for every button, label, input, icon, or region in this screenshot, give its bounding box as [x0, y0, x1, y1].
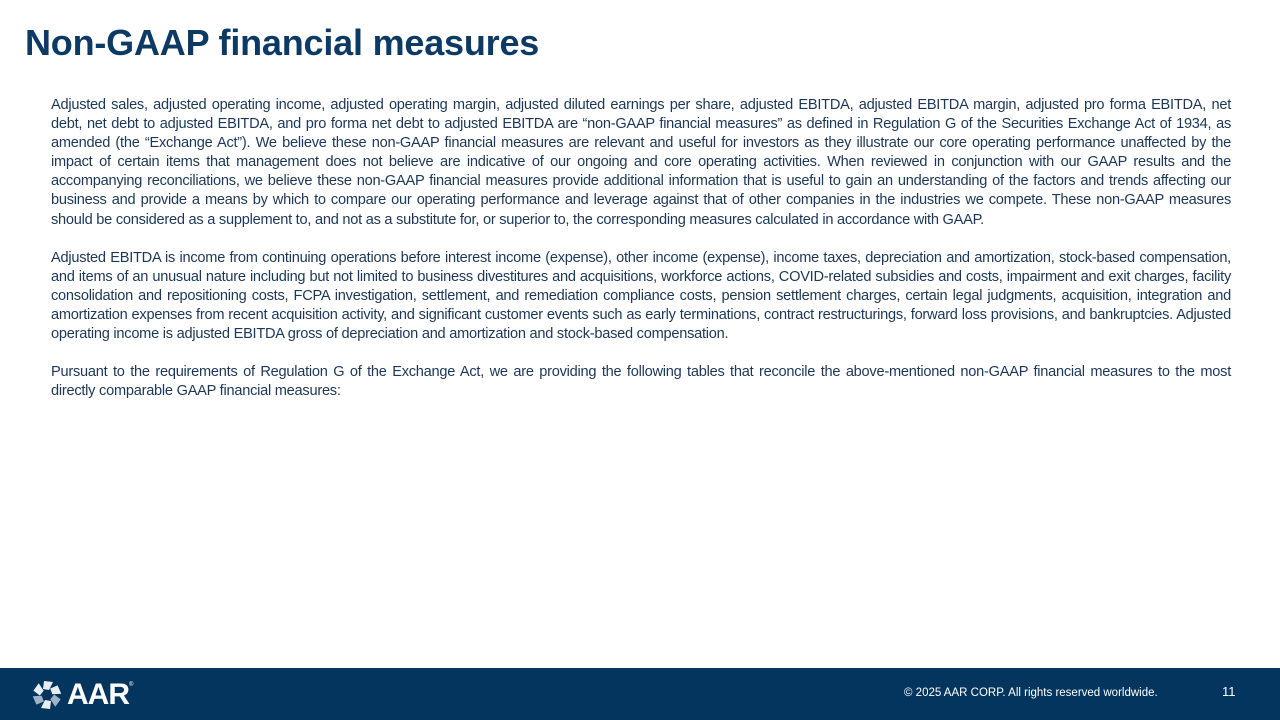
footer-bar — [0, 668, 1280, 720]
page-title: Non-GAAP financial measures — [25, 22, 540, 63]
logo-text: AAR — [67, 678, 129, 711]
page-number: 11 — [1222, 684, 1236, 699]
registered-mark: ® — [129, 682, 134, 688]
aar-logo — [31, 678, 133, 712]
aar-pinwheel-icon — [31, 679, 63, 711]
paragraph: Adjusted EBITDA is income from continuing operations before interest income (expense), other income (expense), income taxes, depreciation and amortization, stock-based compensation, and items of an unusual nature including but not limited to business divestitures and acquisitions, workforce actions, COVID-related subsidies and costs, impairment and exit charges, facility consolidation and repositioning costs, FCPA investigation, settlement, and remediation compliance costs, pension settlement charges, certain legal judgments, acquisition, integration and amortization expenses from recent acquisition activity, and significant customer events such as early terminations, contract restructurings, forward loss provisions, and bankruptcies. Adjusted operating income is adjusted EBITDA gross of depreciation and amortization and stock-based compensation. — [51, 249, 1231, 343]
body-text — [51, 96, 1231, 420]
copyright-text: © 2025 AAR CORP. All rights reserved worldwide. — [904, 687, 1158, 699]
paragraph: Adjusted sales, adjusted operating income, adjusted operating margin, adjusted diluted earnings per share, adjusted EBITDA, adjusted EBITDA margin, adjusted pro forma EBITDA, net debt, net debt to adjusted EBITDA, and pro forma net debt to adjusted EBITDA are “non-GAAP financial measures” as defined in Regulation G of the Securities Exchange Act of 1934, as amended (the “Exchange Act”). We believe these non-GAAP financial measures are relevant and useful for investors as they illustrate our core operating performance unaffected by the impact of certain items that management does not believe are indicative of our ongoing and core operating activities. When reviewed in conjunction with our GAAP results and the accompanying reconciliations, we believe these non-GAAP financial measures provide additional information that is useful to gain an understanding of the factors and trends affecting our business and provide a means by which to compare our operating performance and leverage against that of other companies in the industries we compete. These non-GAAP measures should be considered as a supplement to, and not as a substitute for, or superior to, the corresponding measures calculated in accordance with GAAP. — [51, 97, 1231, 228]
paragraph: Pursuant to the requirements of Regulation G of the Exchange Act, we are providing the following tables that reconcile the above-mentioned non-GAAP financial measures to the most directly comparable GAAP financial measures: — [51, 364, 1231, 400]
